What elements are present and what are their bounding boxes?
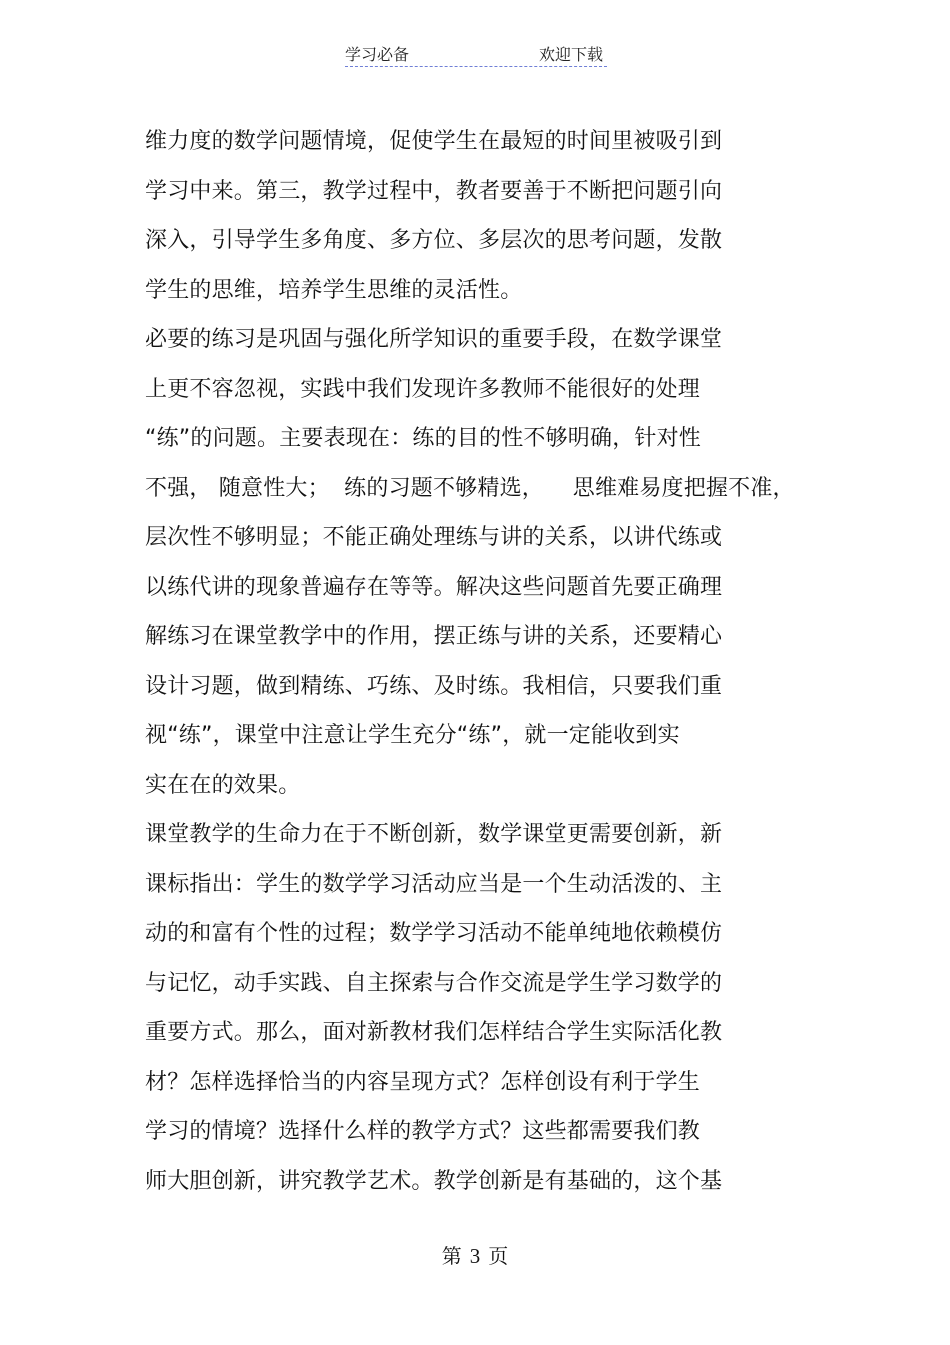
- text-line: 学习的情境？选择什么样的教学方式？这些都需要我们教: [145, 1119, 701, 1144]
- text-line: 与记忆，动手实践、自主探索与合作交流是学生学习数学的: [145, 970, 723, 996]
- text-line: 维力度的数学问题情境，促使学生在最短的时间里被吸引到: [145, 129, 723, 154]
- text-line: 师大胆创新，讲究教学艺术。教学创新是有基础的，这个基: [145, 1168, 723, 1194]
- text-line: 解练习在课堂教学中的作用，摆正练与讲的关系，还要精心: [145, 624, 723, 649]
- text-line: 材？怎样选择恰当的内容呈现方式？怎样创设有利于学生: [145, 1069, 701, 1095]
- text-line: 课标指出：学生的数学学习活动应当是一个生动活泼的、主: [145, 871, 723, 897]
- page-footer: [0, 1240, 950, 1269]
- page-header: [345, 40, 607, 67]
- text-line: 学习中来。第三，教学过程中，教者要善于不断把问题引向: [145, 178, 723, 204]
- page-number: 3: [469, 1244, 481, 1268]
- text-line: 层次性不够明显；不能正确处理练与讲的关系，以讲代练或: [145, 525, 723, 550]
- text-line: 学生的思维，培养学生思维的灵活性。: [145, 277, 523, 303]
- text-line: 深入，引导学生多角度、多方位、多层次的思考问题，发散: [145, 228, 723, 253]
- body-text: [145, 122, 825, 1211]
- text-line: 以练代讲的现象普遍存在等等。解决这些问题首先要正确理: [145, 574, 723, 600]
- text-line: 重要方式。那么，面对新教材我们怎样结合学生实际活化教: [145, 1020, 723, 1045]
- text-line: 不强， 随意性大； 练的习题不够精选， 思维难易度把握不准，: [145, 475, 795, 501]
- text-line: 动的和富有个性的过程；数学学习活动不能单纯地依赖模仿: [145, 921, 723, 946]
- text-line: 实在在的效果。: [145, 772, 301, 798]
- text-line: 课堂教学的生命力在于不断创新，数学课堂更需要创新，新: [145, 822, 723, 847]
- text-line: 视“练”，课堂中注意让学生充分“练”，就一定能收到实: [145, 723, 680, 748]
- footer-suffix: 页: [488, 1244, 509, 1268]
- text-line: 上更不容忽视，实践中我们发现许多教师不能很好的处理: [145, 376, 701, 402]
- footer-prefix: 第: [441, 1244, 462, 1268]
- text-line: 必要的练习是巩固与强化所学知识的重要手段，在数学课堂: [145, 327, 723, 352]
- header-right-text: 欢迎下载: [538, 45, 603, 64]
- header-left-text: 学习必备: [345, 45, 410, 64]
- text-line: “练”的问题。主要表现在：练的目的性不够明确，针对性: [145, 426, 701, 451]
- text-line: 设计习题，做到精练、巧练、及时练。我相信，只要我们重: [145, 673, 723, 699]
